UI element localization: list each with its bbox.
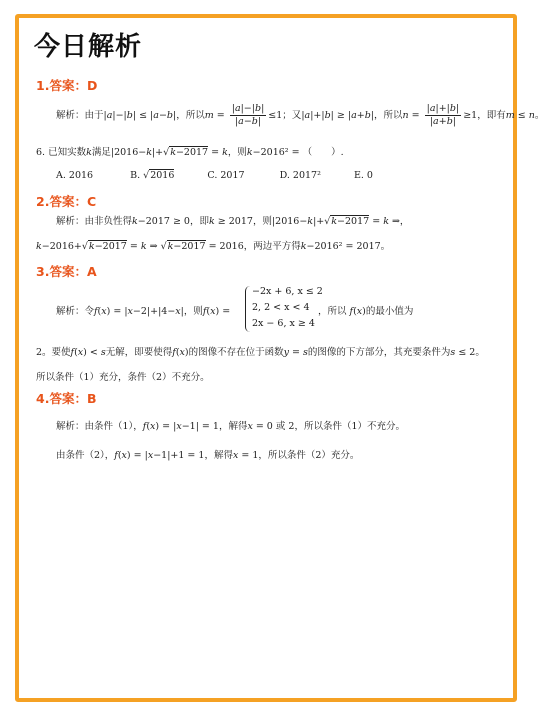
answer-1-heading: 1.答案：D <box>36 78 98 93</box>
answer-4-line-2: 由条件（2），f(x) = |x−1|+1 = 1，解得x = 1，所以条件（2）充分。 <box>56 450 360 461</box>
piecewise-cases <box>252 284 323 332</box>
answer-3-line-1: 解析：令f(x) = |x−2|+|4−x|，则f(x) = <box>56 306 231 317</box>
answer-4-heading: 4.答案：B <box>36 391 97 406</box>
piecewise-brace <box>245 286 252 332</box>
answer-2-heading: 2.答案：C <box>36 194 97 209</box>
case-2: 2, 2 < x < 4 <box>252 302 310 313</box>
answer-2-line-1: 解析：由非负性得k−2017 ≥ 0，即k ≥ 2017，则|2016−k|+√k−2017 = k ⇒， <box>56 216 410 227</box>
answer-3-heading: 3.答案：A <box>36 264 97 279</box>
answer-4-line-1: 解析：由条件（1），f(x) = |x−1| = 1，解得x = 0 或 2，所以条件（1）不充分。 <box>56 421 405 432</box>
answer-2-line-2: k−2016+√k−2017 = k ⇒ √k−2017 = 2016，两边平方得k−2016² = 2017。 <box>36 241 391 252</box>
answer-1-explanation: 解析：由于|a|−|b| ≤ |a−b|，所以m = $\frac{|a|-|b|}{|a-b|}$ ≤1；又|a|+|b| ≥ |a+b|，所以n = $\frac{|a|+|b|}{|a+b|}$ ≥1，即有m ≤ n。 <box>56 103 544 127</box>
answer-3-line-2: 2。要使f(x) < s无解，即要使得f(x)的图像不存在位于函数y = s的图像的下方部分，其充要条件为s ≤ 2。 <box>36 347 485 358</box>
question-6-stem: 6. 已知实数k满足|2016−k|+√k−2017 = k，则k−2016² = （ ）. <box>36 147 344 158</box>
case-1: −2x + 6, x ≤ 2 <box>252 286 323 297</box>
answer-3-line-1-tail: ，所以 f(x)的最小值为 <box>318 306 414 317</box>
question-6-options: A. 2016 B. √2016 C. 2017 D. 2017² E. 0 <box>56 170 373 181</box>
page-title: 今日解析 <box>34 32 143 62</box>
case-3: 2x − 6, x ≥ 4 <box>252 318 315 329</box>
answer-3-line-3: 所以条件（1）充分，条件（2）不充分。 <box>36 372 210 383</box>
